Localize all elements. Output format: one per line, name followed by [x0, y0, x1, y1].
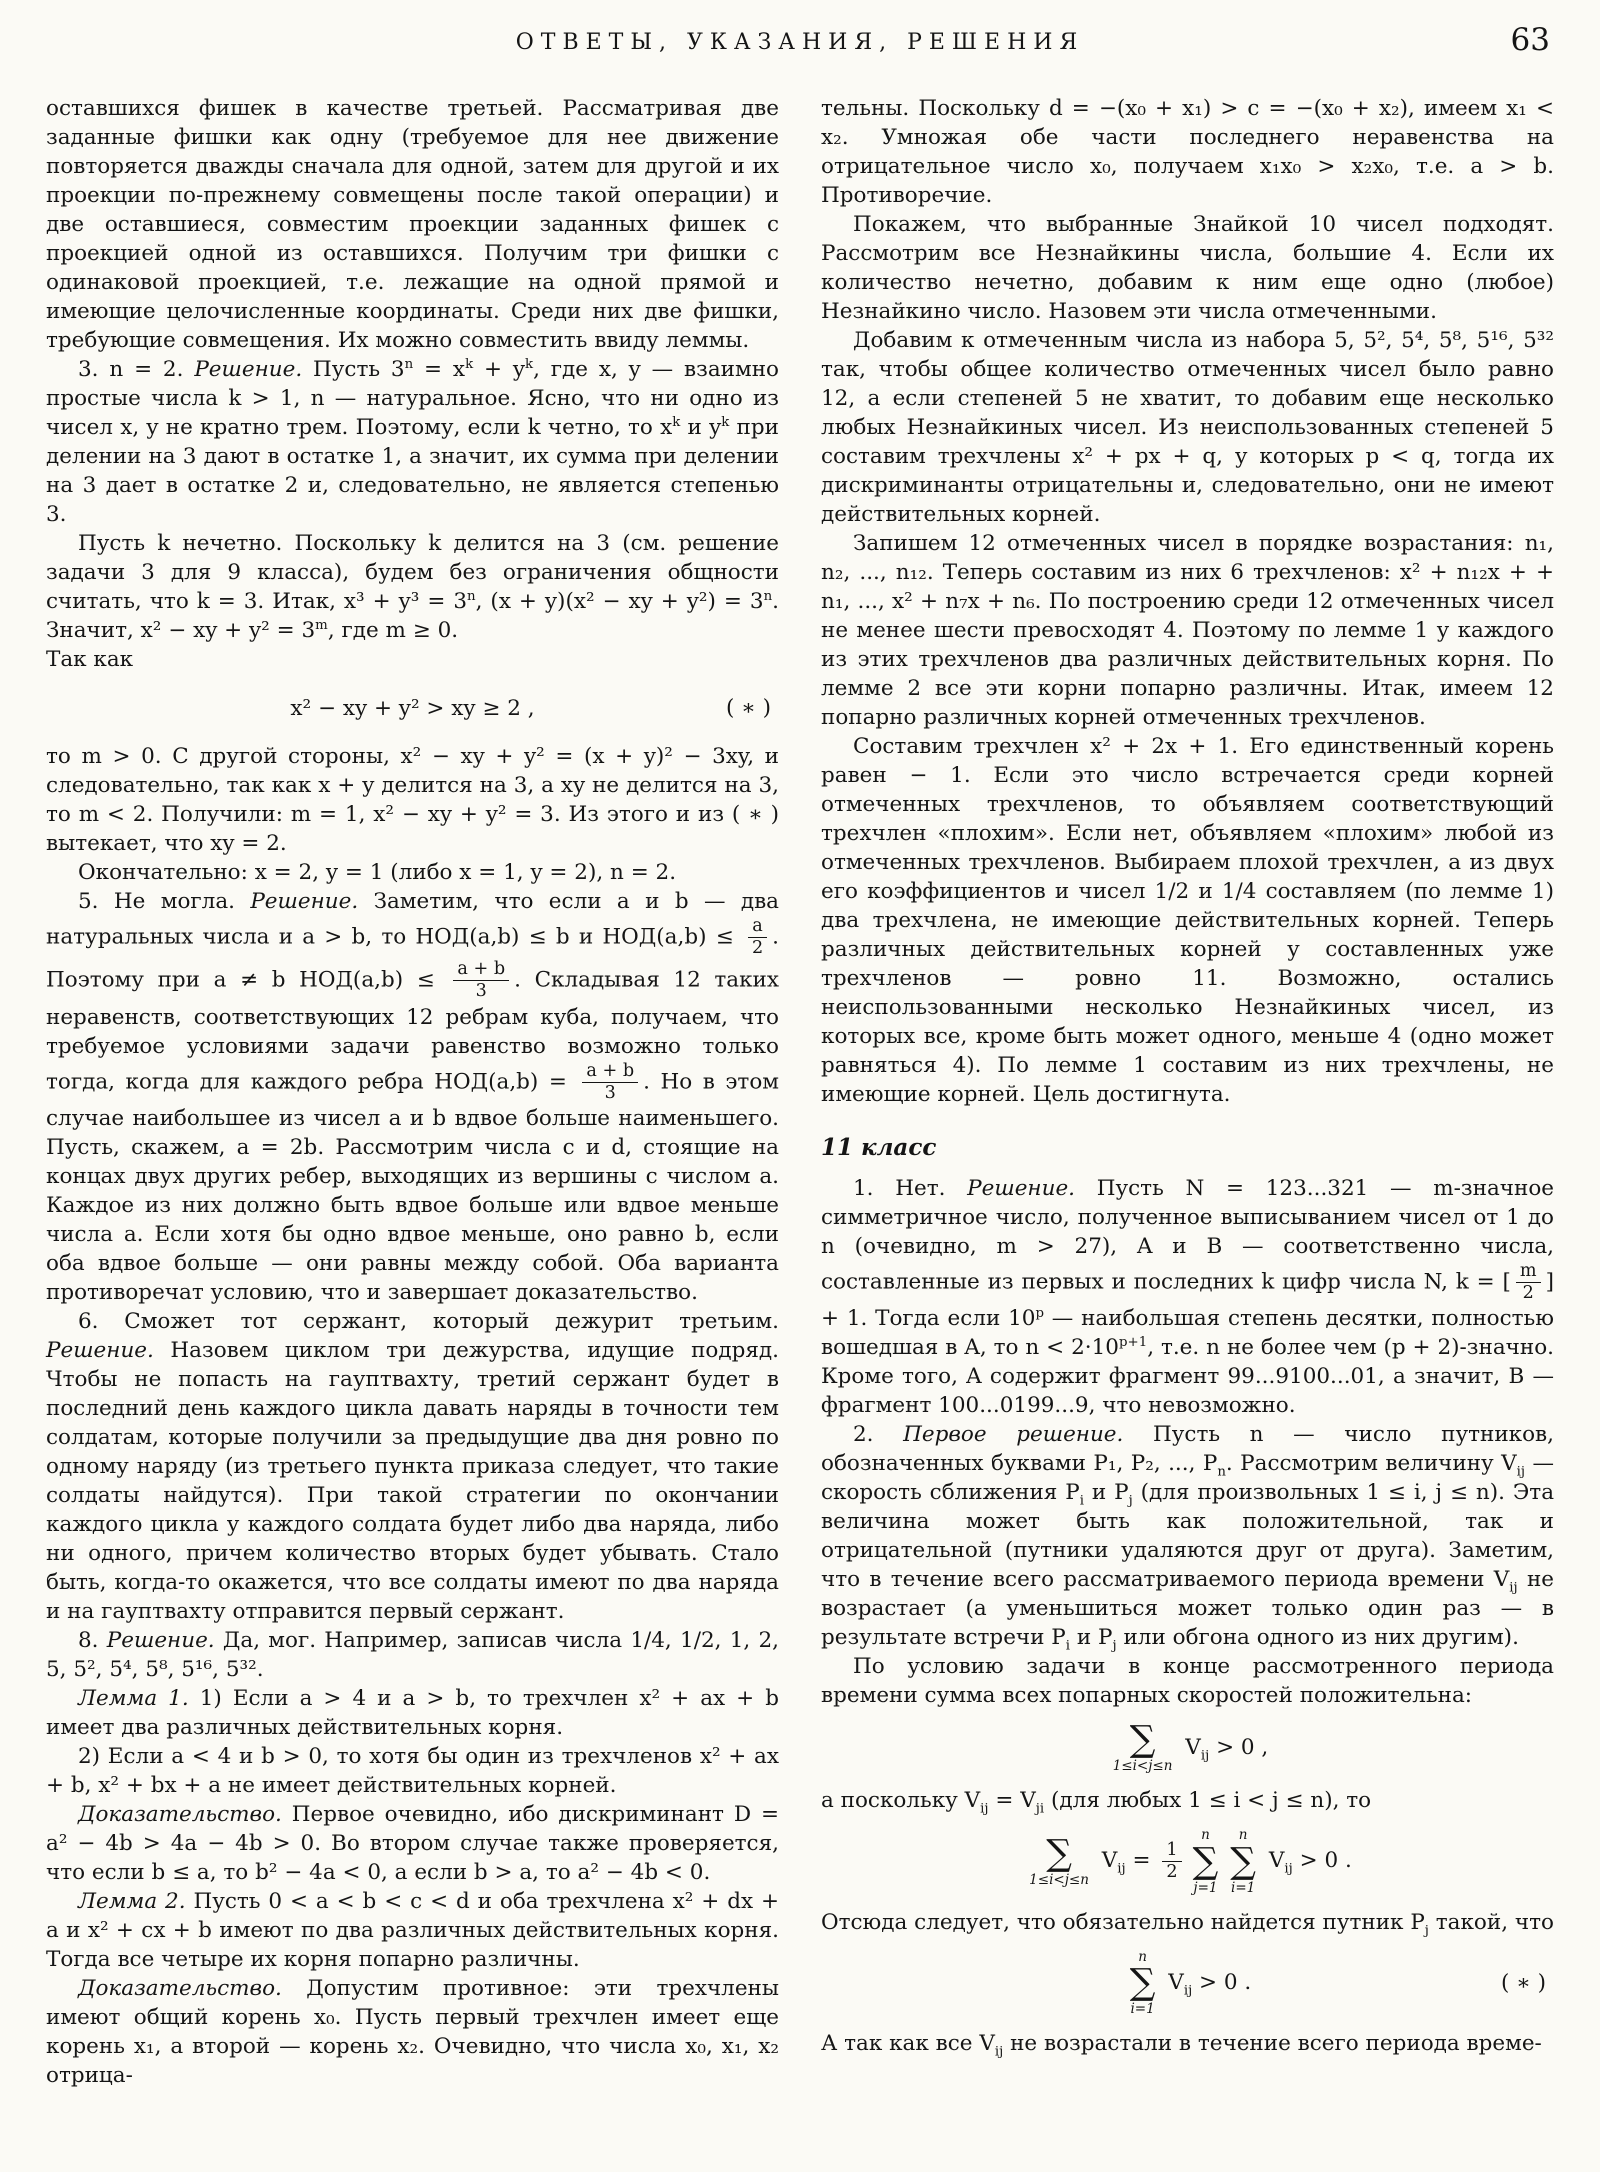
superscript: k: [525, 356, 534, 372]
paragraph: 1. Нет. Решение. Пусть N = 123...321 — m-значное симметричное число, полученное выписыванием чисел от 1 до n (очевидно, m > 27), A и B — соответственно числа, составленные из первых и последних k цифр числа N, k = [ $\frac{m}{2}$ ] + 1. Тогда если 10$^p$ — наибольшая степень десятки, полностью вошедшая в A, то $n < 2\cdot 10^{p+1}$, т.е. n не более чем (p + 2)-значно. Кроме того, A содержит фрагмент 99...9100...01, а значит, B — фрагмент 100...0199...9, что невозможно.: [821, 1176, 1554, 1419]
summation-lower-limit: i=1: [1130, 2001, 1155, 2018]
right-column: [821, 94, 1554, 2090]
formula-tag: ( ∗ ): [1500, 1970, 1546, 1996]
subscript: i: [1065, 1638, 1071, 1654]
paragraph: Добавим к отмеченным числа из набора 5, 5², 5⁴, 5⁸, 5¹⁶, 5³² так, чтобы общее количество отмеченных чисел было равно 12, а если степеней 5 не хватит, то добавим еще несколько любых Незнайкиных чисел. Из неиспользованных степеней 5 составим трехчлены x² + px + q, у которых p < q, тогда их дискриминанты отрицательны и, следовательно, они не имеют действительных корней.: [821, 328, 1554, 527]
fraction-numerator: a + b: [582, 1061, 638, 1083]
fraction-denominator: 2: [1166, 1862, 1178, 1883]
fraction: [453, 959, 509, 1002]
summation-sign: [1112, 1719, 1173, 1775]
summation-lower-limit: i=1: [1231, 1879, 1256, 1896]
paragraph: Пусть k нечетно. Поскольку k делится на 3 (см. решение задачи 3 для 9 класса), будем без ограничения общности считать, что k = 3. Итак, $x^3 + y^3 = 3^n$, (x + y)(x² − xy + $y^2) = 3^n$. Значит, x² − xy + $y^2 = 3^m$, где m ≥ 0.: [46, 531, 779, 643]
fraction-numerator: a + b: [453, 959, 509, 981]
summation-lower-limit: 1≤i<j≤n: [1112, 1758, 1173, 1775]
subscript: ij: [1516, 1464, 1526, 1480]
paragraph: Окончательно: x = 2, y = 1 (либо x = 1, y = 2), n = 2.: [78, 860, 677, 885]
fraction: [748, 916, 767, 959]
display-formula: [821, 1949, 1554, 2017]
summation-lower-limit: j=1: [1193, 1879, 1218, 1896]
paragraph: Доказательство. Допустим противное: эти трехчлены имеют общий корень x₀. Пусть первый трехчлен имеет еще корень x₁, а второй — корень x₂. Очевидно, что числа x₀, x₁, x₂ отрица-: [46, 1975, 779, 2088]
paragraph: А так как все $V_{ij}$ не возрастали в течение всего периода време-: [821, 2031, 1542, 2060]
sigma-icon: ∑: [1230, 1840, 1256, 1882]
two-column-layout: [46, 94, 1554, 2090]
fraction: [1516, 1261, 1541, 1304]
superscript: k: [465, 356, 474, 372]
section-heading: 11 класс: [821, 1134, 937, 1161]
italic-label: Решение.: [967, 1176, 1076, 1201]
subscript: ij: [994, 2044, 1004, 2060]
italic-label: Лемма 2.: [78, 1888, 186, 1914]
superscript: n: [404, 356, 414, 372]
page-title: ОТВЕТЫ, УКАЗАНИЯ, РЕШЕНИЯ: [515, 30, 1085, 55]
paragraph: Лемма 1. 1) Если a > 4 и a > b, то трехчлен x² + ax + b имеет два различных действительных корня.: [46, 1685, 779, 1740]
paragraph: Запишем 12 отмеченных чисел в порядке возрастания: n₁, n₂, ..., n₁₂. Теперь составим из них 6 трехчленов: x² + n₁₂x + + n₁, ..., x² + n₇x + n₆. По построению среди 12 отмеченных чисел не менее шести превосходят 4. Поэтому по лемме 1 у каждого из этих трехчленов два различных действительных корня. По лемме 2 все эти корни попарно различны. Итак, имеем 12 попарно различных корней отмеченных трехчленов.: [821, 531, 1554, 730]
sigma-icon: ∑: [1129, 1719, 1156, 1761]
sigma-icon: ∑: [1192, 1840, 1219, 1882]
display-formula: [821, 1827, 1554, 1895]
sigma-icon: ∑: [1129, 1962, 1156, 2004]
summation-sign: [1193, 1827, 1219, 1895]
subscript: ij: [1509, 1580, 1518, 1596]
subscript: j: [1128, 1493, 1133, 1509]
superscript: p: [1035, 1306, 1044, 1322]
italic-label: Доказательство.: [78, 1975, 282, 2001]
fraction-denominator: 2: [751, 938, 764, 959]
formula-tag: ( ∗ ): [725, 695, 771, 721]
subscript: ij: [1284, 1861, 1293, 1877]
paragraph: Так как: [46, 647, 134, 672]
fraction-numerator: 1: [1162, 1840, 1181, 1862]
summation-sign: [1230, 1827, 1256, 1895]
display-formula: [821, 1719, 1554, 1775]
subscript: ij: [1200, 1748, 1210, 1764]
paragraph: Покажем, что выбранные Знайкой 10 чисел подходят. Рассмотрим все Незнайкины числа, большие 4. Если их количество нечетно, добавим к ним еще одно (любое) Незнайкино число. Назовем эти числа отмеченными.: [821, 212, 1554, 324]
paragraph: 2) Если a < 4 и b > 0, то хотя бы один из трехчленов x² + ax + b, x² + bx + a не имеет действительных корней.: [46, 1743, 779, 1798]
summation-upper-limit: n: [1238, 1827, 1248, 1844]
subscript: j: [1112, 1638, 1117, 1654]
superscript: k: [672, 414, 681, 430]
paragraph: По условию задачи в конце рассмотренного периода времени сумма всех попарных скоростей положительна:: [821, 1654, 1554, 1709]
page-number: 63: [1510, 22, 1550, 58]
paragraph: 2. Первое решение. Пусть n — число путников, обозначенных буквами P₁, P₂, ..., $P_n$. Рассмотрим величину $V_{ij}$ — скорость сближения $P_i$ и $P_j$ (для произвольных 1 ≤ i, j ≤ n). Эта величина может быть как положительной, так и отрицательной (путники удаляются друг от друга). Заметим, что в течение всего рассматриваемого периода времени $V_{ij}$ не возрастает (а уменьшиться может только один раз — в результате встречи $P_i$ и $P_j$ или обгона одного из них другим).: [821, 1422, 1555, 1654]
superscript: m: [315, 617, 328, 633]
paragraph: а поскольку $V_{ij} = V_{ji}$ (для любых 1 ≤ i < j ≤ n), то: [821, 1788, 1372, 1817]
fraction-numerator: m: [1516, 1261, 1541, 1283]
fraction: [1162, 1840, 1181, 1883]
page-header: [46, 22, 1554, 70]
italic-label: Доказательство.: [78, 1801, 282, 1827]
paragraph: оставшихся фишек в качестве третьей. Рассматривая две заданные фишки как одну (требуемое для нее движение повторяется дважды сначала для одной, затем для другой и их проекции по-прежнему совмещены после такой операции) и две оставшиеся, совместим проекции заданных фишек с проекцией одной из оставшихся. Получим три фишки с одинаковой проекцией, т.е. лежащие на одной прямой и имеющие целочисленные координаты. Среди них две фишки, требующие совмещения. Их можно совместить ввиду леммы.: [46, 96, 779, 353]
italic-label: Лемма 1.: [78, 1685, 189, 1711]
subscript: ji: [1035, 1801, 1045, 1817]
paragraph: 8. Решение. Да, мог. Например, записав числа 1/4, 1/2, 1, 2, 5, 5², 5⁴, 5⁸, 5¹⁶, 5³².: [46, 1627, 779, 1682]
subscript: ij: [1117, 1861, 1126, 1877]
italic-label: Решение.: [250, 889, 359, 914]
subscript: j: [1424, 1923, 1429, 1939]
subscript: n: [1217, 1464, 1226, 1480]
italic-label: Решение.: [194, 357, 303, 382]
paragraph: Доказательство. Первое очевидно, ибо дискриминант D = a² − 4b > 4a − 4b > 0. Во втором случае также проверяется, что если b ≤ a, то b² − 4a < 0, а если b > a, то a² − 4b < 0.: [46, 1801, 779, 1885]
formula-body: n ∑ i=1 $V_{ij} > 0$ .: [1129, 1948, 1252, 2018]
fraction: [582, 1061, 638, 1104]
summation-sign: [1130, 1949, 1156, 2017]
subscript: i: [1079, 1493, 1084, 1509]
italic-label: Решение.: [106, 1627, 215, 1653]
summation-sign: [1029, 1832, 1089, 1888]
fraction-denominator: 3: [604, 1082, 616, 1103]
fraction-numerator: a: [748, 916, 767, 938]
summation-lower-limit: 1≤i<j≤n: [1029, 1871, 1089, 1888]
formula-body: x² − xy + y² > xy ≥ 2 ,: [290, 695, 535, 721]
superscript: n: [763, 588, 773, 604]
paragraph: 5. Не могла. Решение. Заметим, что если a и b — два натуральных числа и a > b, то НОД(a,b) ≤ b и НОД(a,b) ≤ $\frac{a}{2}$ . Поэтому при a ≠ b НОД(a,b) ≤ $\frac{a + b}{3}$ . Складывая 12 таких неравенств, соответствующих 12 ребрам куба, получаем, что требуемое условиями задачи равенство возможно только тогда, когда для каждого ребра НОД(a,b) = $\frac{a + b}{3}$ . Но в этом случае наибольшее из чисел a и b вдвое больше наименьшего. Пусть, скажем, a = 2b. Рассмотрим числа c и d, стоящие на концах двух других ребер, выходящих из вершины с числом a. Каждое из них должно быть вдвое больше или вдвое меньше числа a. Если хотя бы одно вдвое меньше, оно равно b, если оба вдвое больше — они равны между собой. Оба варианта противоречат условию, что и завершает доказательство.: [46, 889, 779, 1305]
paragraph: тельны. Поскольку d = −(x₀ + x₁) > c = −(x₀ + x₂), имеем x₁ < x₂. Умножая обе части последнего неравенства на отрицательное число x₀, получаем x₁x₀ > x₂x₀, т.е. a > b. Противоречие.: [821, 96, 1554, 208]
paragraph: 3. n = 2. Решение. Пусть $3^n = x^k + y^k$, где x, y — взаимно простые числа k > 1, n — натуральное. Ясно, что ни одно из чисел x, y не кратно трем. Поэтому, если k четно, то $x^k$ и $y^k$ при делении на 3 дают в остатке 1, а значит, их сумма при делении на 3 дает в остатке 2 и, следовательно, не является степенью 3.: [46, 356, 780, 527]
subscript: ij: [1183, 1983, 1193, 1999]
formula-body: ∑ 1≤i<j≤n $V_{ij}$ = $\frac{1}{2}$ n ∑ j=1 n ∑ i=1 $V_{ij} > 0$ .: [1029, 1827, 1352, 1896]
subscript: ij: [980, 1801, 989, 1817]
paragraph: Лемма 2. Пусть 0 < a < b < c < d и оба трехчлена x² + dx + a и x² + cx + b имеют по два различных действительных корня. Тогда все четыре их корня попарно различны.: [46, 1888, 780, 1972]
summation-upper-limit: n: [1138, 1948, 1147, 1965]
superscript: n: [467, 588, 476, 604]
formula-body: ∑ 1≤i<j≤n $V_{ij} > 0$ ,: [1112, 1719, 1269, 1775]
sigma-icon: ∑: [1046, 1832, 1072, 1874]
superscript: p+1: [1119, 1335, 1148, 1351]
left-column: [46, 94, 779, 2090]
fraction-denominator: 3: [475, 981, 487, 1002]
display-formula: [46, 686, 779, 730]
paragraph: Составим трехчлен x² + 2x + 1. Его единственный корень равен − 1. Если это число встречается среди корней отмеченных трехчленов, то объявляем соответствующий трехчлен «плохим». Если нет, объявляем «плохим» любой из отмеченных трехчленов. Выбираем плохой трехчлен, а из двух его коэффициентов и чисел 1/2 и 1/4 составляем (по лемме 1) два трехчлена, не имеющие действительных корней. Теперь различных действительных корней у составленных уже трехчленов — ровно 11. Возможно, остались неиспользованными несколько Незнайкиных чисел, из которых все, кроме быть может одного, меньше 4 (одно может равняться 4). По лемме 1 составим из них трехчлены, не имеющие корней. Цель достигнута.: [821, 734, 1554, 1107]
superscript: k: [721, 414, 730, 430]
fraction-denominator: 2: [1522, 1283, 1534, 1304]
paragraph: Отсюда следует, что обязательно найдется путник $P_j$ такой, что: [821, 1909, 1554, 1939]
italic-label: Первое решение.: [903, 1422, 1124, 1448]
paragraph: то m > 0. С другой стороны, x² − xy + y² = (x + y)² − 3xy, и следовательно, так как x + y делится на 3, а xy не делится на 3, то m < 2. Получили: m = 1, x² − xy + y² = 3. Из этого и из ( ∗ ) вытекает, что xy = 2.: [46, 744, 779, 856]
paragraph: 6. Сможет тот сержант, который дежурит третьим. Решение. Назовем циклом три дежурства, идущие подряд. Чтобы не попасть на гауптвахту, третий сержант будет в последний день каждого цикла давать наряды в точности тем солдатам, которые получили за предыдущие два дня ровно по одному наряду (из третьего пункта приказа следует, что такие солдаты найдутся). При такой стратегии по окончании каждого цикла у каждого солдата будет либо два наряда, либо ни одного, причем количество вторых будет убывать. Стало быть, когда-то окажется, что все солдаты имеют по два наряда и на гауптвахту отправится первый сержант.: [46, 1308, 779, 1624]
summation-upper-limit: n: [1201, 1827, 1210, 1844]
italic-label: Решение.: [46, 1337, 154, 1363]
